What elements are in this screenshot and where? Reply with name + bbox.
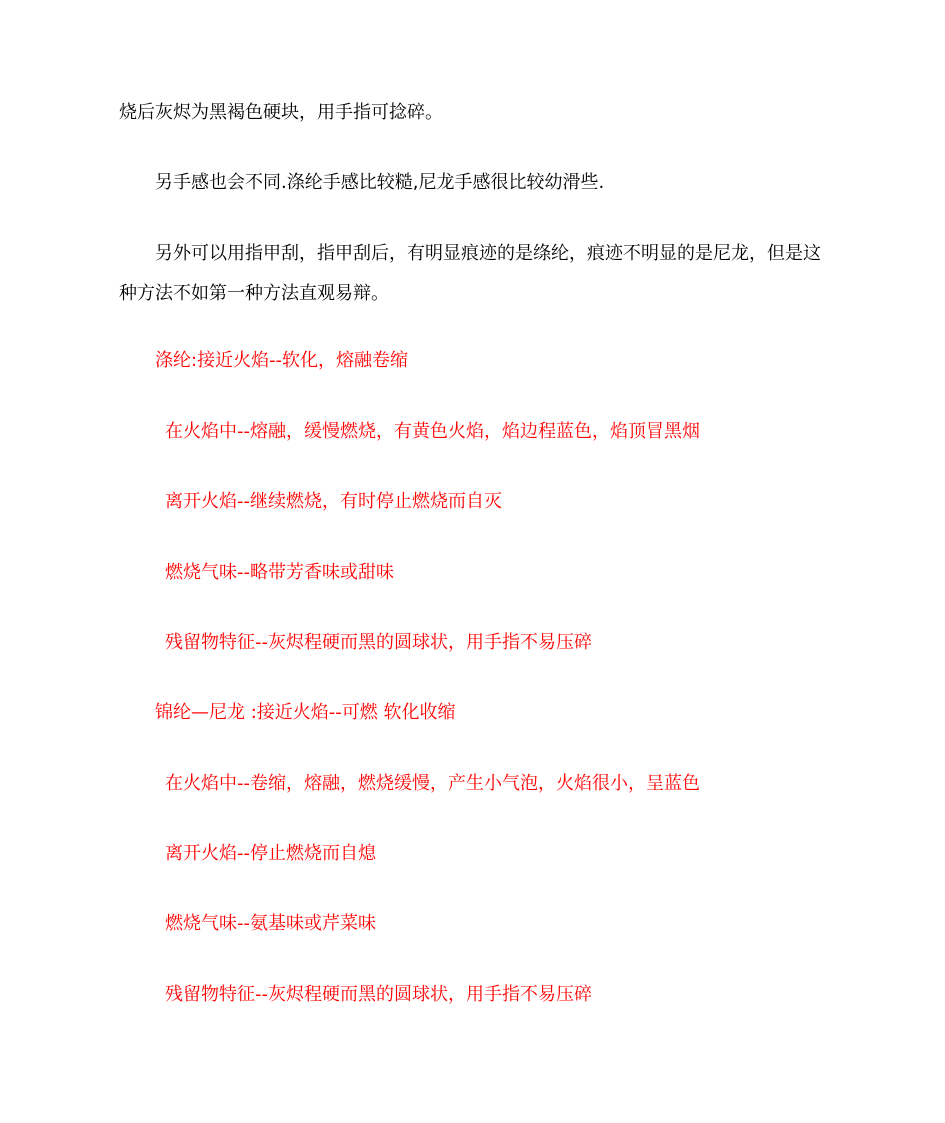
polyester-smell: 燃烧气味--略带芳香味或甜味 bbox=[165, 562, 394, 583]
polyester-in-flame: 在火焰中--熔融，缓慢燃烧，有黄色火焰，焰边程蓝色，焰顶冒黑烟 bbox=[165, 421, 700, 442]
paragraph-scratch-test-line2: 种方法不如第一种方法直观易辩。 bbox=[119, 283, 389, 304]
paragraph-scratch-test-line1: 另外可以用指甲刮，指甲刮后，有明显痕迹的是绦纶，痕迹不明显的是尼龙，但是这 bbox=[155, 243, 821, 264]
nylon-smell: 燃烧气味--氨基味或芹菜味 bbox=[165, 913, 376, 934]
paragraph-ash-description: 烧后灰烬为黑褐色硬块，用手指可捻碎。 bbox=[119, 102, 443, 123]
polyester-heading: 涤纶:接近火焰--软化，熔融卷缩 bbox=[155, 350, 409, 371]
nylon-leave-flame: 离开火焰--停止燃烧而自熄 bbox=[165, 843, 376, 864]
polyester-leave-flame: 离开火焰--继续燃烧，有时停止燃烧而自灭 bbox=[165, 491, 502, 512]
nylon-in-flame: 在火焰中--卷缩，熔融，燃烧缓慢，产生小气泡，火焰很小，呈蓝色 bbox=[165, 773, 700, 794]
nylon-residue: 残留物特征--灰烬程硬而黑的圆球状，用手指不易压碎 bbox=[165, 984, 592, 1005]
nylon-heading: 锦纶—尼龙 :接近火焰--可燃 软化收缩 bbox=[155, 702, 456, 723]
polyester-residue: 残留物特征--灰烬程硬而黑的圆球状，用手指不易压碎 bbox=[165, 632, 592, 653]
paragraph-hand-feel: 另手感也会不同.涤纶手感比较糙,尼龙手感很比较幼滑些. bbox=[155, 172, 605, 193]
